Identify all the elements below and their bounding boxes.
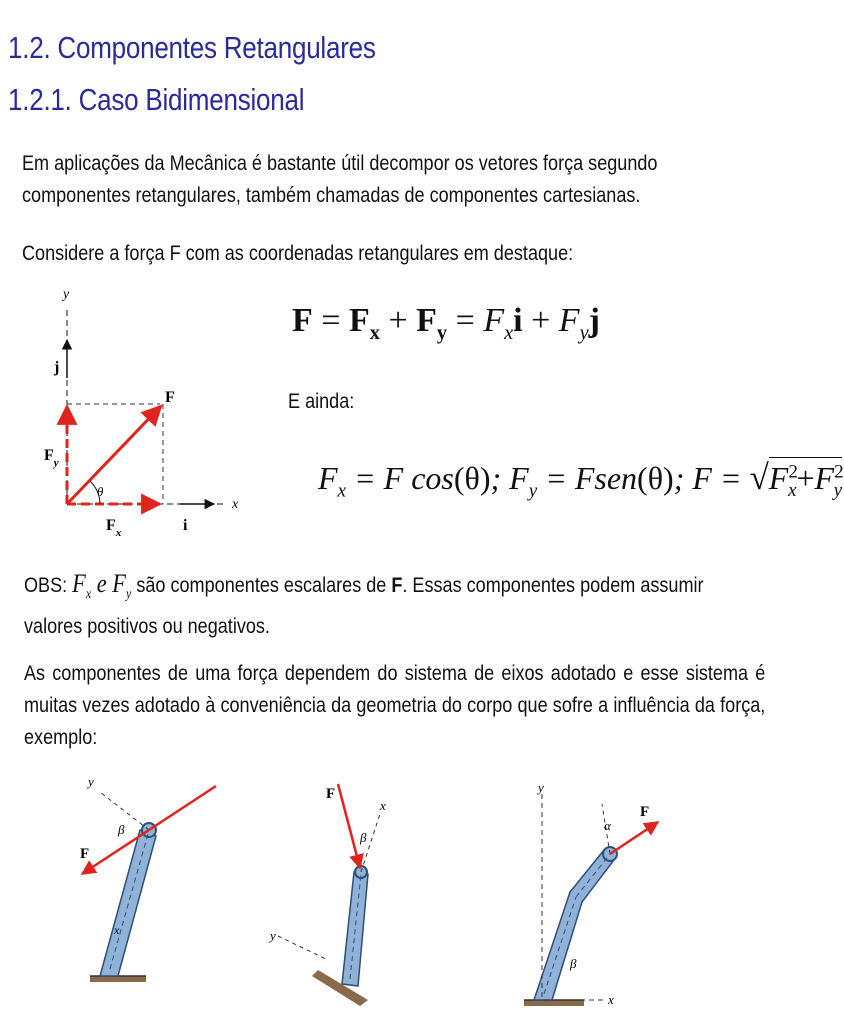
bar: [100, 830, 156, 976]
intro-paragraph: Em aplicações da Mecânica é bastante útil decompor os vetores força segundo componentes retangulares, também chamadas de componentes cartesianas.: [22, 152, 658, 207]
svg-text:β: β: [118, 822, 125, 837]
force-components-diagram: [30, 282, 260, 542]
obs-paragraph: OBS: $F_x$ e $F_y$ são componentes escalares de F. Essas componentes podem assumir valores positivos ou negativos.: [24, 569, 704, 639]
fx-label: $F_x$: [106, 517, 122, 539]
svg-text:α: α: [604, 818, 611, 833]
svg-text:β: β: [570, 956, 577, 971]
example-diagram-2: [268, 774, 398, 1004]
fy-label: $F_y$: [44, 447, 59, 469]
ground: [524, 1000, 584, 1006]
svg-text:F: F: [640, 804, 650, 820]
bar: [534, 850, 614, 1000]
subsection-title: 1.2.1. Caso Bidimensional: [8, 82, 305, 117]
section-title: 1.2. Componentes Retangulares: [8, 30, 376, 65]
svg-text:y: y: [538, 780, 544, 795]
theta-label: θ: [97, 484, 104, 499]
force-vector: [67, 406, 161, 504]
j-label: j: [54, 359, 60, 376]
svg-text:x: x: [380, 798, 386, 813]
svg-text:F: F: [80, 846, 90, 862]
ground: [90, 976, 146, 982]
svg-text:x: x: [114, 923, 120, 937]
equation-vector-sum: $F = F_x + F_y = F_xi + F_yj$: [292, 302, 600, 344]
y-axis-label: y: [63, 287, 70, 302]
axes-paragraph: As componentes de uma força dependem do sistema de eixos adotado e esse sistema é muitas vezes adotado à conveniência da geometria do corpo que sofre a influência da força, exemplo:: [24, 662, 766, 749]
equation-components: $F_x = F$ cos(θ); $F_y$ = Fsen(θ); $F = √F^2_x+F^2_y$: [318, 458, 844, 502]
force-arrow: [338, 784, 360, 868]
svg-text:y: y: [88, 774, 94, 789]
i-label: i: [183, 517, 188, 534]
example-diagram-3: [510, 780, 680, 1016]
svg-text:F: F: [326, 786, 336, 802]
force-arrow: [610, 822, 658, 854]
example-diagram-1: [70, 764, 190, 994]
x-axis-label: x: [232, 497, 239, 512]
svg-text:x: x: [608, 992, 614, 1007]
e-ainda-label: E ainda:: [288, 390, 355, 413]
force-label: F: [165, 389, 175, 406]
svg-text:β: β: [360, 830, 367, 845]
bar: [342, 872, 368, 986]
consider-line: Considere a força F com as coordenadas retangulares em destaque:: [22, 242, 574, 265]
svg-text:y: y: [270, 928, 276, 943]
